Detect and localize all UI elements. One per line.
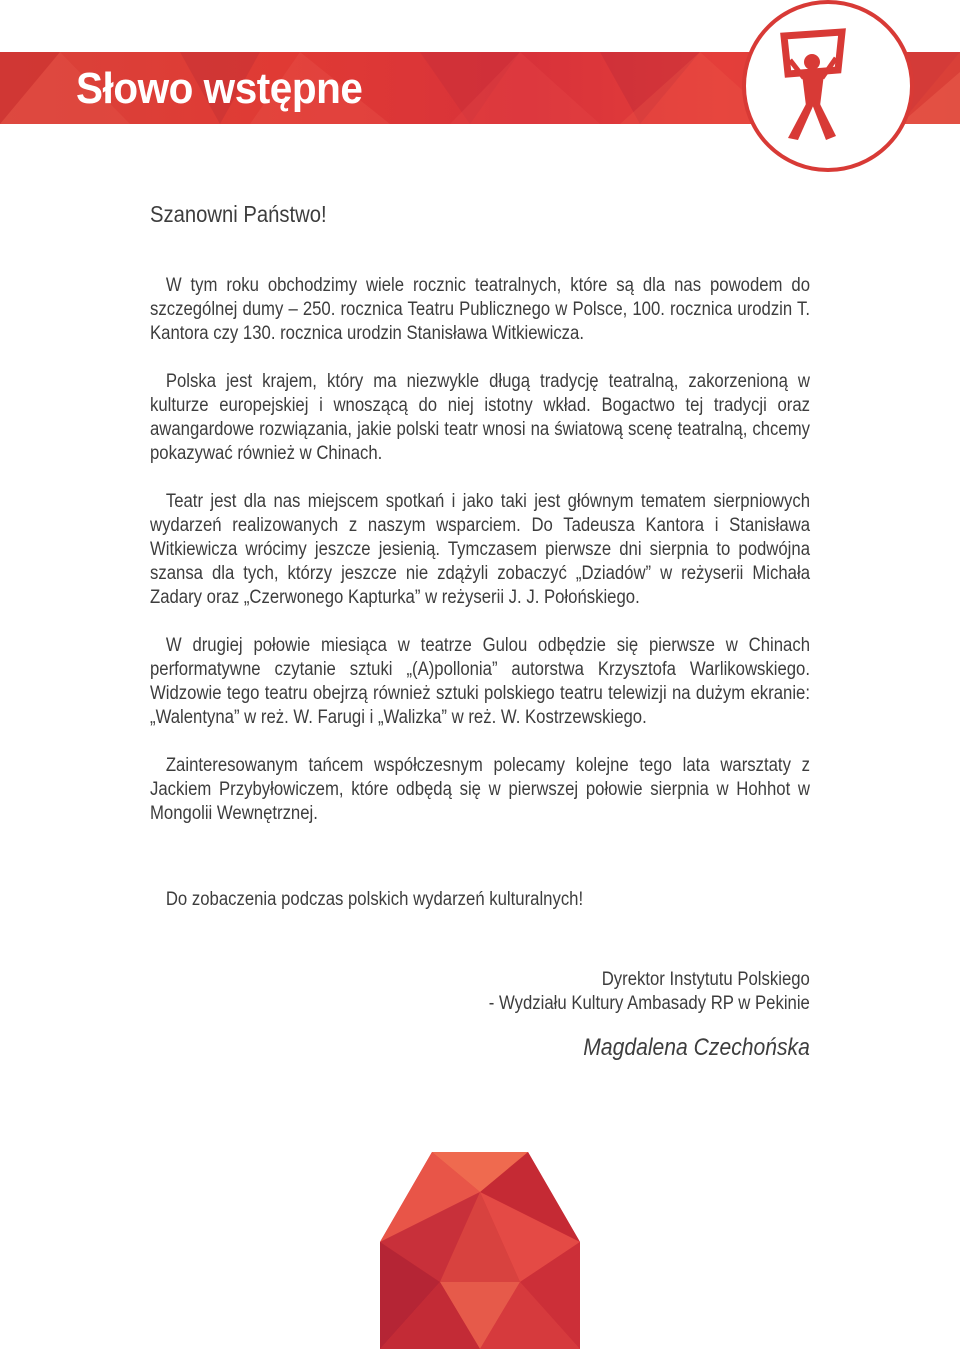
paragraph: W tym roku obchodzimy wiele rocznic teatralnych, które są dla nas powodem do szczególnej dumy – 250. rocznica Teatru Publicznego w Polsce, 100. rocznica urodzin T. Kantora czy 130. rocznica urodzin Stanisława Witkiewicza. bbox=[150, 275, 811, 344]
signer-name: Magdalena Czechońska bbox=[583, 1034, 810, 1061]
red-faceted-hexagon bbox=[380, 1152, 580, 1349]
paragraph: Polska jest krajem, który ma niezwykle długą tradycję teatralną, zakorzenioną w kulturze europejskiej i wnoszącą do niej istotny wkład. Bogactwo tej tradycji oraz awangardowe rozwiązania, jakie polski teatr wnosi na światową scenę teatralną, chcemy pokazywać również w Chinach. bbox=[150, 371, 811, 464]
signature-block bbox=[445, 968, 810, 1060]
page-title: Słowo wstępne bbox=[76, 64, 363, 113]
paragraph: W drugiej połowie miesiąca w teatrze Gulou odbędzie się pierwsze w Chinach performatywne czytanie sztuki „(A)pollonia” autorstwa Krzysztofa Warlikowskiego. Widzowie tego teatru obejrzą również sztuki polskiego teatru telewizji na dużym ekranie: „Walentyna” w reż. W. Farugi i „Walizka” w reż. W. Kostrzewskiego. bbox=[150, 635, 811, 728]
theatre-figure-logo-icon bbox=[732, 0, 924, 176]
paragraph: Zainteresowanym tańcem współczesnym polecamy kolejne tego lata warsztaty z Jackiem Przybyłowiczem, które odbędą się w pierwszej połowie sierpnia w Hohhot w Mongolii Wewnętrznej. bbox=[150, 755, 811, 824]
letter-body bbox=[150, 200, 810, 912]
closing-line: Do zobaczenia podczas polskich wydarzeń kulturalnych! bbox=[165, 889, 584, 910]
signer-title-line-1: Dyrektor Instytutu Polskiego bbox=[601, 969, 810, 990]
signer-title-line-2: - Wydziału Kultury Ambasady RP w Pekinie bbox=[488, 993, 810, 1014]
salutation: Szanowni Państwo! bbox=[150, 201, 327, 227]
paragraph: Teatr jest dla nas miejscem spotkań i jako taki jest głównym tematem sierpniowych wydarzeń realizowanych z naszym wsparciem. Do Tadeusza Kantora i Stanisława Witkiewicza wrócimy jeszcze jesienią. Tymczasem pierwsze dni sierpnia to podwójna szansa dla tych, którzy jeszcze nie zdążyli zobaczyć „Dziadów” w reżyserii Michała Zadary oraz „Czerwonego Kapturka” w reżyserii J. J. Połońskiego. bbox=[150, 491, 811, 608]
